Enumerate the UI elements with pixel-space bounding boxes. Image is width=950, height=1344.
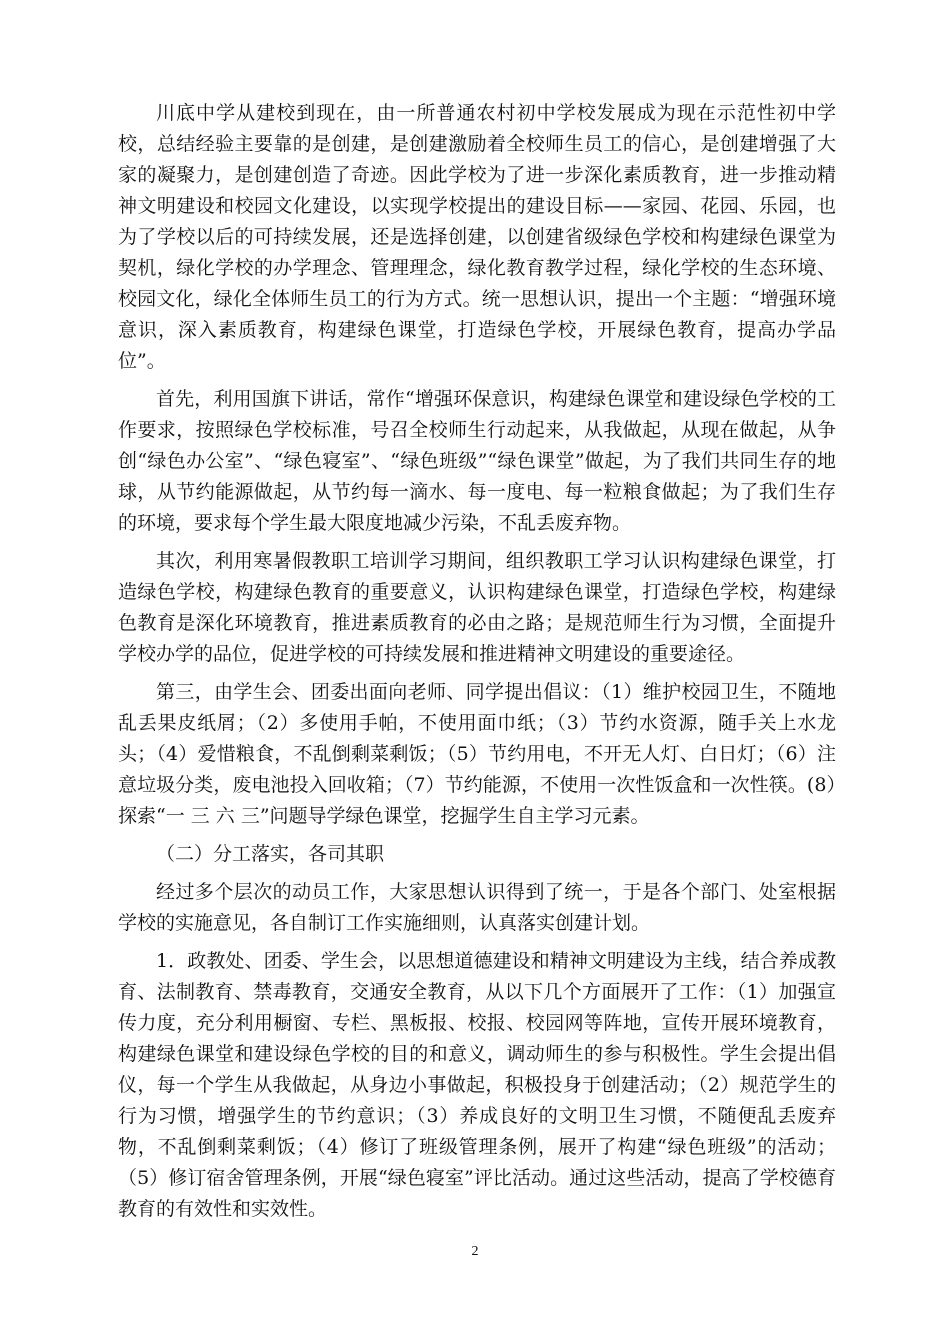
section-heading: （二）分工落实，各司其职 xyxy=(156,843,385,865)
paragraph-item-1: 1．政教处、团委、学生会，以思想道德建设和精神文明建设为主线，结合养成教育、法制教育、禁毒教育，交通安全教育，从以下几个方面展开了工作：（1）加强宣传力度，充分利用橱窗、专栏、黑板报、校报、校园网等阵地，宣传开展环境教育，构建绿色课堂和建设绿色学校的目的和意义，调动师生的参与积极性。学生会提出倡仪，每一个学生从我做起，从身边小事做起，积极投身于创建活动；（2）规范学生的行为习惯，增强学生的节约意识；（3）养成良好的文明卫生习惯，不随便乱丢废弃物，不乱倒剩菜剩饭；（4）修订了班级管理条例，展开了构建“绿色班级”的活动；（5）修订宿舍管理条例，开展“绿色寝室”评比活动。通过这些活动，提高了学校德育教育的有效性和实效性。 xyxy=(118,950,836,1220)
body-text xyxy=(118,98,836,1225)
paragraph-mobilization: 经过多个层次的动员工作，大家思想认识得到了统一，于是各个部门、处室根据学校的实施意见，各自制订工作实施细则，认真落实创建计划。 xyxy=(118,881,836,934)
page-number: 2 xyxy=(471,1244,479,1259)
paragraph-intro: 川底中学从建校到现在，由一所普通农村初中学校发展成为现在示范性初中学校，总结经验主要靠的是创建，是创建激励着全校师生员工的信心，是创建增强了大家的凝聚力，是创建创造了奇迹。因此学校为了进一步深化素质教育，进一步推动精神文明建设和校园文化建设，以实现学校提出的建设目标——家园、花园、乐园，也为了学校以后的可持续发展，还是选择创建，以创建省级绿色学校和构建绿色课堂为契机，绿化学校的办学理念、管理理念，绿化教育教学过程，绿化学校的生态环境、校园文化，绿化全体师生员工的行为方式。统一思想认识，提出一个主题：“增强环境意识，深入素质教育，构建绿色课堂，打造绿色学校，开展绿色教育，提高办学品位”。 xyxy=(118,102,836,372)
paragraph-first: 首先，利用国旗下讲话，常作“增强环保意识，构建绿色课堂和建设绿色学校的工作要求，按照绿色学校标准，号召全校师生行动起来，从我做起，从现在做起，从争创“绿色办公室”、“绿色寝室”、“绿色班级”“绿色课堂”做起，为了我们共同生存的地球，从节约能源做起，从节约每一滴水、每一度电、每一粒粮食做起；为了我们生存的环境，要求每个学生最大限度地减少污染，不乱丢废弃物。 xyxy=(118,388,836,534)
paragraph-second: 其次，利用寒暑假教职工培训学习期间，组织教职工学习认识构建绿色课堂，打造绿色学校，构建绿色教育的重要意义，认识构建绿色课堂，打造绿色学校，构建绿色教育是深化环境教育，推进素质教育的必由之路；是规范师生行为习惯，全面提升学校办学的品位，促进学校的可持续发展和推进精神文明建设的重要途径。 xyxy=(118,550,836,665)
paragraph-third: 第三，由学生会、团委出面向老师、同学提出倡议：（1）维护校园卫生，不随地乱丢果皮纸屑；（2）多使用手帕，不使用面巾纸；（3）节约水资源，随手关上水龙头；（4）爱惜粮食，不乱倒剩菜剩饭；（5）节约用电，不开无人灯、白日灯；（6）注意垃圾分类，废电池投入回收箱；（7）节约能源，不使用一次性饭盒和一次性筷。(8）探索“一 三 六 三”问题导学绿色课堂，挖掘学生自主学习元素。 xyxy=(118,681,836,827)
